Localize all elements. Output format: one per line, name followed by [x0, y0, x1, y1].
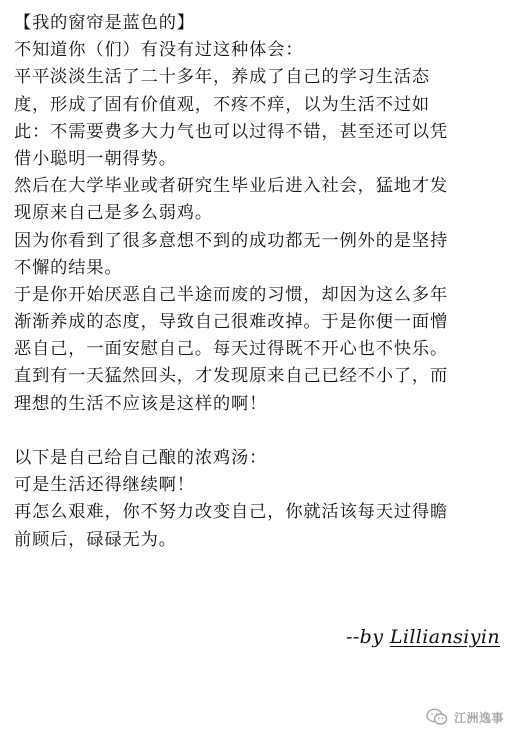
paragraph-spacer: [14, 418, 506, 445]
text-line: 于是你开始厌恶自己半途而废的习惯，却因为这么多年: [14, 284, 449, 305]
text-line: 不知道你（们）有没有过这种体会：: [14, 40, 304, 61]
watermark: [426, 708, 504, 726]
text-line: 度，形成了固有价值观，不疼不痒，以为生活不过如: [14, 94, 431, 115]
article-title: 【我的窗帘是蓝色的】: [14, 13, 195, 33]
text-line: 然后在大学毕业或者研究生毕业后进入社会，猛地才发: [14, 176, 449, 197]
text-line: 现原来自己是多么弱鸡。: [14, 203, 213, 224]
text-line: 不懈的结果。: [14, 257, 123, 278]
signature-prefix: --by: [346, 626, 390, 648]
wechat-logo-icon: [426, 708, 448, 726]
text-line: 恶自己，一面安慰自己。每天过得既不开心也不快乐。: [14, 339, 449, 360]
text-line: 前顾后，碌碌无为。: [14, 529, 177, 550]
signature: [346, 626, 500, 648]
article-body: [14, 10, 506, 554]
text-line: 可是生活还得继续啊！: [14, 475, 195, 496]
signature-name: Lilliansiyin: [389, 626, 500, 648]
text-line: 此：不需要费多大力气也可以过得不错，甚至还可以凭: [14, 121, 449, 142]
text-line: 渐渐养成的态度，导致自己很难改掉。于是你便一面憎: [14, 312, 449, 333]
text-line: 再怎么艰难，你不努力改变自己，你就活该每天过得瞻: [14, 502, 449, 523]
text-line: 借小聪明一朝得势。: [14, 148, 177, 169]
text-line: 以下是自己给自己酿的浓鸡汤：: [14, 448, 268, 468]
text-line: 直到有一天猛然回头，才发现原来自己已经不小了，而: [14, 366, 449, 387]
watermark-text: 江洲逸事: [453, 710, 504, 725]
text-line: 因为你看到了很多意想不到的成功都无一例外的是坚持: [14, 230, 449, 251]
text-line: 理想的生活不应该是这样的啊！: [14, 393, 268, 414]
text-line: 平平淡淡生活了二十多年，养成了自己的学习生活态: [14, 67, 431, 88]
